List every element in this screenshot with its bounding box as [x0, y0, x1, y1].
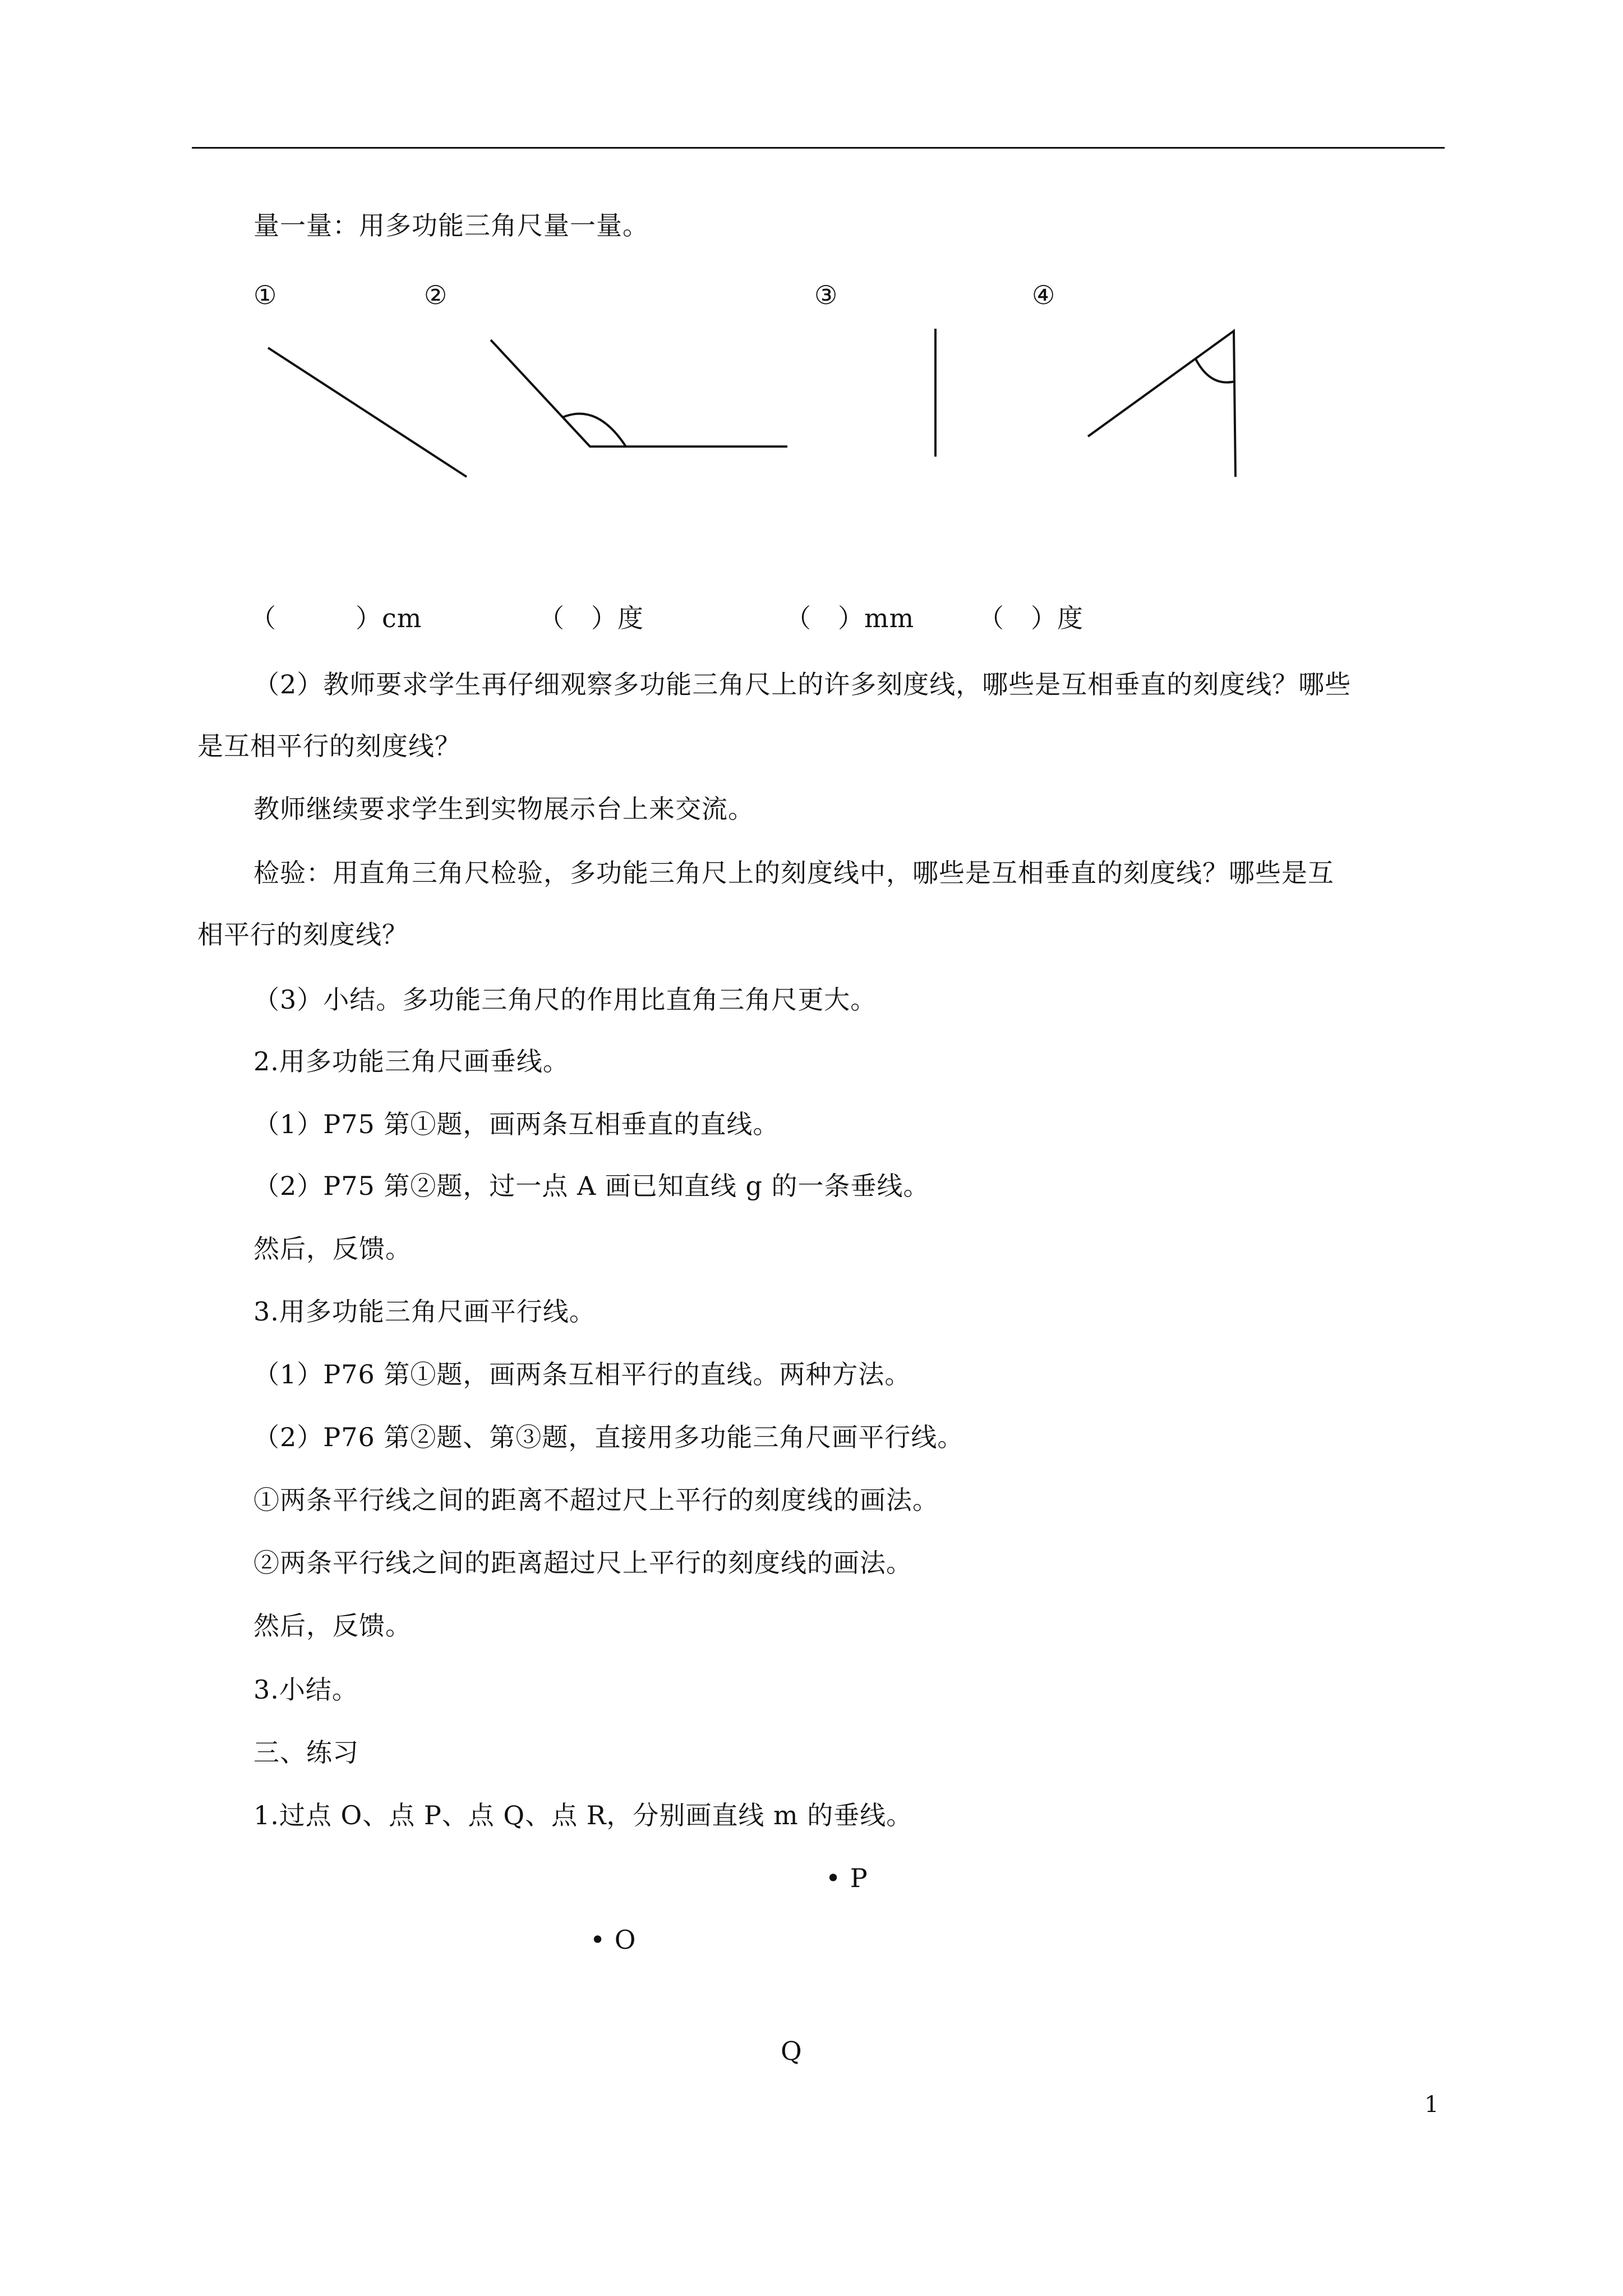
heading-2-item-2: （2）P75 第②题，过一点 A 画已知直线 g 的一条垂线。 — [253, 1171, 930, 1201]
point-p: • P — [826, 1863, 868, 1893]
answer-2: （ ）度 — [538, 603, 644, 633]
paragraph-2-line-2: 是互相平行的刻度线？ — [197, 731, 461, 761]
figure-label-2: ② — [424, 280, 448, 310]
summary: 3.小结。 — [253, 1674, 358, 1705]
feedback-1: 然后，反馈。 — [253, 1234, 412, 1264]
figure-1-segment — [268, 348, 467, 477]
heading-3-item-1: （1）P76 第①题，画两条互相平行的直线。两种方法。 — [253, 1359, 911, 1389]
figure-4-angle — [1088, 331, 1235, 477]
measurement-figures — [0, 0, 1623, 561]
answer-4: （ ）度 — [978, 603, 1083, 633]
figure-label-4: ④ — [1032, 280, 1056, 310]
paragraph-summary-3: （3）小结。多功能三角尺的作用比直角三角尺更大。 — [253, 984, 877, 1015]
method-2: ②两条平行线之间的距离超过尺上平行的刻度线的画法。 — [253, 1548, 912, 1578]
feedback-2: 然后，反馈。 — [253, 1611, 412, 1641]
practice-item-1: 1.过点 O、点 P、点 Q、点 R，分别画直线 m 的垂线。 — [253, 1800, 913, 1830]
paragraph-exchange: 教师继续要求学生到实物展示台上来交流。 — [253, 794, 754, 824]
method-1: ①两条平行线之间的距离不超过尺上平行的刻度线的画法。 — [253, 1485, 939, 1515]
heading-2: 2.用多功能三角尺画垂线。 — [253, 1046, 569, 1076]
figure-4-arc — [1196, 359, 1235, 383]
heading-3-item-2: （2）P76 第②题、第③题，直接用多功能三角尺画平行线。 — [253, 1422, 964, 1452]
figure-2-arc — [562, 414, 626, 447]
point-q: Q — [781, 2036, 803, 2066]
paragraph-check-line-1: 检验：用直角三角尺检验，多功能三角尺上的刻度线中，哪些是互相垂直的刻度线？哪些是互 — [253, 858, 1334, 888]
heading-2-item-1: （1）P75 第①题，画两条互相垂直的直线。 — [253, 1109, 780, 1139]
paragraph-2-line-1: （2）教师要求学生再仔细观察多功能三角尺上的许多刻度线，哪些是互相垂直的刻度线？哪些 — [253, 669, 1352, 700]
heading-3: 3.用多功能三角尺画平行线。 — [253, 1296, 596, 1327]
answer-3: （ ）mm — [785, 603, 915, 633]
figure-2-angle — [491, 340, 787, 447]
paragraph-check-line-2: 相平行的刻度线？ — [197, 919, 408, 950]
measure-intro: 量一量：用多功能三角尺量一量。 — [253, 210, 649, 241]
practice-title: 三、练习 — [253, 1737, 359, 1768]
point-o: • O — [590, 1925, 637, 1955]
figure-label-3: ③ — [814, 280, 838, 310]
page-number: 1 — [1424, 2092, 1440, 2118]
figure-label-1: ① — [253, 280, 278, 310]
answer-1: （ ）cm — [250, 603, 422, 633]
